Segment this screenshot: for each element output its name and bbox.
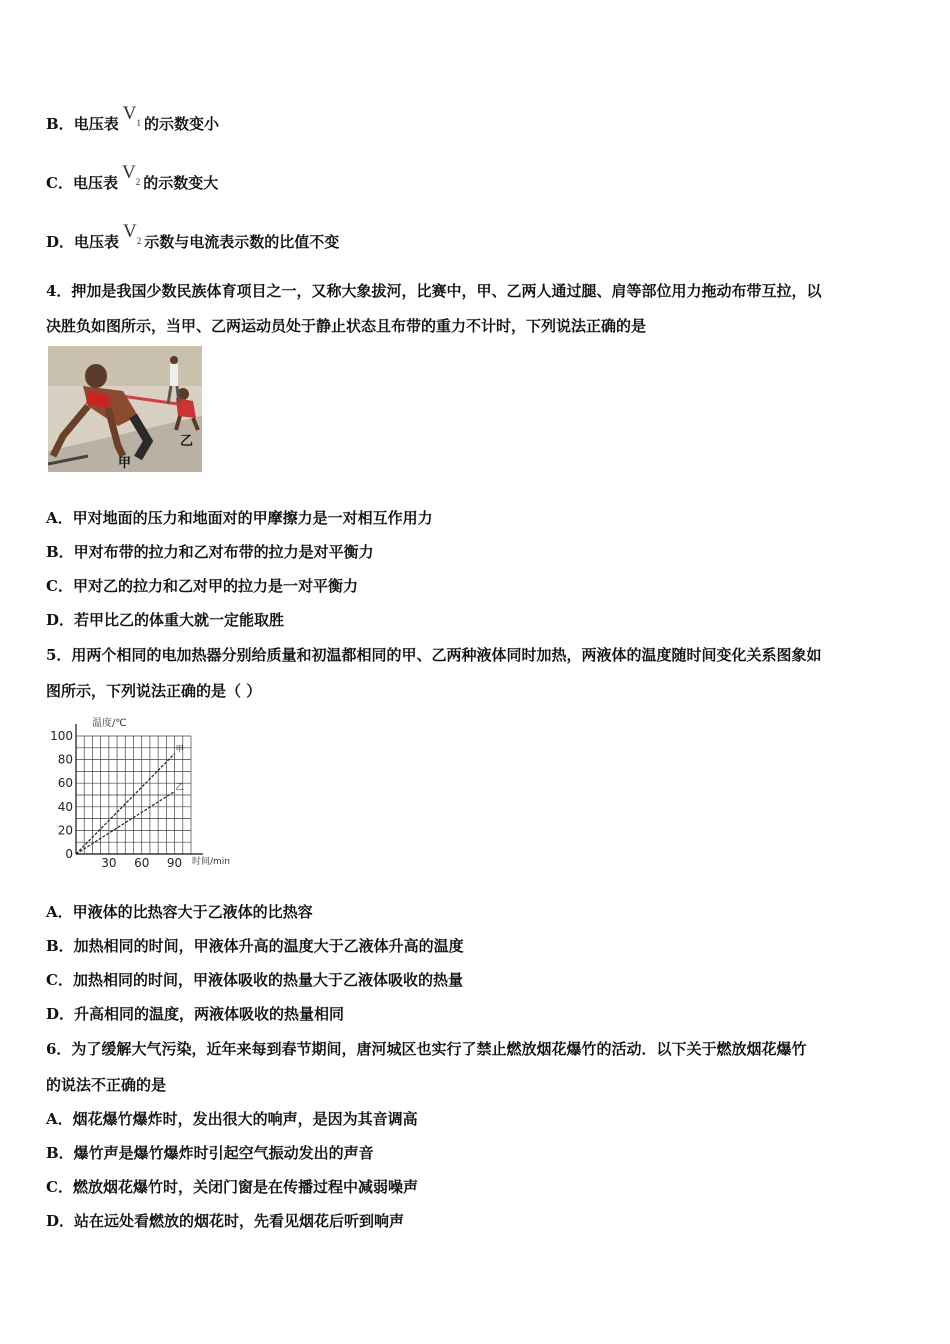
x-axis-label: 时间/min [192, 857, 231, 867]
q4-option-b: B．甲对布带的拉力和乙对布带的拉力是对平衡力 [46, 543, 374, 561]
symbol-subscript: 1 [136, 117, 141, 128]
voltmeter-symbol [122, 163, 140, 190]
symbol-v: V [123, 221, 137, 242]
y-tick-label: 80 [57, 752, 73, 767]
symbol-subscript: 2 [135, 176, 141, 187]
q4-option-d: D．若甲比乙的体重大就一定能取胜 [46, 611, 285, 629]
q6-option-d: D．站在远处看燃放的烟花时，先看见烟花后听到响声 [46, 1212, 405, 1230]
y-tick-label: 40 [57, 799, 73, 814]
q5-option-b: B．加热相同的时间，甲液体升高的温度大于乙液体升高的温度 [46, 937, 464, 955]
q6-option-c: C．燃放烟花爆竹时，关闭门窗是在传播过程中减弱噪声 [46, 1178, 418, 1196]
q6-stem-line1: 6．为了缓解大气污染，近年来每到春节期间，唐河城区也实行了禁止燃放烟花爆竹的活动．以下关于燃放烟花爆竹 [46, 1040, 807, 1058]
chart-ticks [50, 729, 182, 870]
q5-option-d: D．升高相同的温度，两液体吸收的热量相同 [46, 1005, 345, 1023]
voltmeter-symbol [123, 104, 141, 131]
q4-stem-line2: 决胜负如图所示，当甲、乙两运动员处于静止状态且布带的重力不计时，下列说法正确的是 [46, 317, 647, 335]
q3-option-d [46, 221, 340, 259]
label-yi: 乙 [180, 434, 194, 449]
option-letter: D． [46, 233, 75, 251]
option-text: 示数与电流表示数的比值不变 [144, 233, 340, 251]
series-label-jia: 甲 [175, 744, 184, 754]
q3-option-c [46, 162, 219, 200]
q6-option-a: A．烟花爆竹爆炸时，发出很大的响声，是因为其音调高 [46, 1110, 418, 1128]
option-text: 电压表 [74, 233, 120, 251]
y-tick-label: 20 [57, 823, 73, 838]
q5-chart [44, 716, 244, 870]
q4-stem-line1: 4．押加是我国少数民族体育项目之一，又称大象拔河，比赛中，甲、乙两人通过腿、肩等部位用力拖动布带互拉，以 [46, 282, 822, 300]
symbol-v: V [121, 162, 136, 183]
temperature-time-chart [44, 716, 244, 870]
option-text: 的示数变小 [143, 115, 219, 133]
option-text: 的示数变大 [143, 174, 219, 192]
option-text: 电压表 [72, 174, 118, 192]
symbol-v: V [122, 103, 137, 124]
q6-stem-line2: 的说法不正确的是 [46, 1076, 167, 1094]
q5-stem-line2: 图所示，下列说法正确的是（ ） [46, 682, 262, 700]
option-text: 电压表 [73, 115, 119, 133]
symbol-subscript: 2 [136, 235, 142, 246]
label-jia: 甲 [118, 456, 132, 471]
x-tick-label: 30 [101, 856, 117, 870]
voltmeter-symbol [123, 222, 141, 249]
q5-option-a: A．甲液体的比热容大于乙液体的比热容 [46, 903, 313, 921]
q4-option-a: A．甲对地面的压力和地面对的甲摩擦力是一对相互作用力 [46, 509, 433, 527]
option-letter: C． [46, 174, 73, 192]
q5-stem-line1: 5．用两个相同的电加热器分别给质量和初温都相同的甲、乙两种液体同时加热，两液体的温度随时间变化关系图象如 [46, 646, 822, 664]
q6-option-b: B．爆竹声是爆竹爆炸时引起空气振动发出的声音 [46, 1144, 374, 1162]
q3-option-b [46, 103, 219, 141]
y-tick-label: 100 [50, 729, 73, 743]
option-letter: B． [46, 115, 74, 133]
q5-option-c: C．加热相同的时间，甲液体吸收的热量大于乙液体吸收的热量 [46, 971, 463, 989]
x-tick-label: 60 [134, 856, 150, 870]
series-label-yi: 乙 [175, 782, 184, 792]
x-tick-label: 90 [166, 856, 183, 870]
q4-option-c: C．甲对乙的拉力和乙对甲的拉力是一对平衡力 [46, 577, 358, 595]
y-axis-label: 温度/℃ [92, 718, 127, 729]
y-tick-label: 60 [57, 776, 73, 791]
q4-photo [48, 346, 202, 472]
y-tick-label: 0 [65, 847, 73, 861]
